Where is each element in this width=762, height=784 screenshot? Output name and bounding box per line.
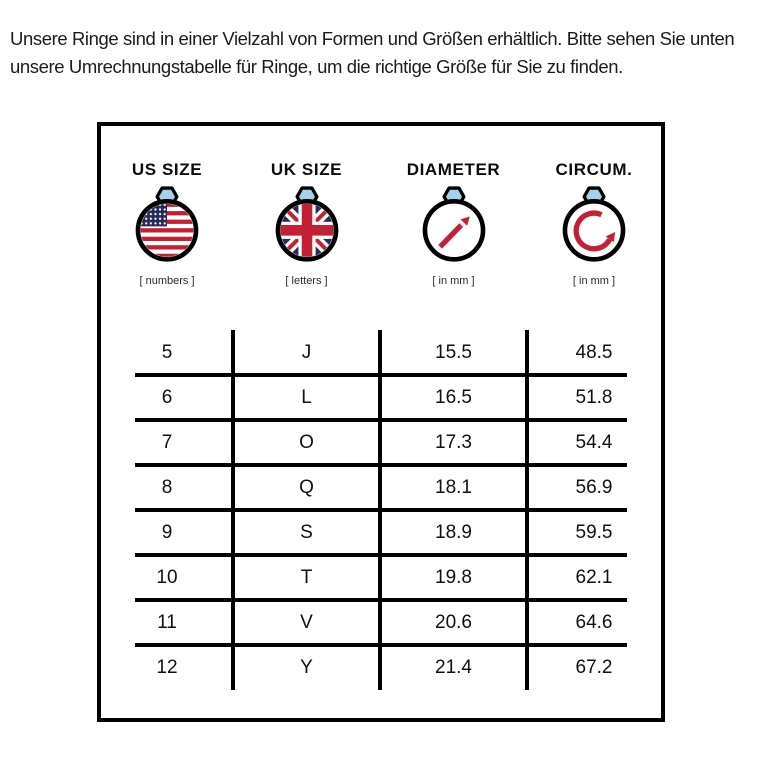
cell-diameter: 20.6 bbox=[435, 611, 472, 633]
cell-us-size: 8 bbox=[161, 476, 173, 498]
cell-us-size: 6 bbox=[161, 386, 173, 408]
cell-us-size: 9 bbox=[161, 521, 173, 543]
cell-uk-size: T bbox=[300, 566, 313, 588]
cell-diameter: 17.3 bbox=[435, 431, 472, 453]
cell-diameter: 18.9 bbox=[435, 521, 472, 543]
cell-diameter: 18.1 bbox=[435, 476, 472, 498]
table-horizontal-divider bbox=[135, 553, 627, 557]
cell-circumference: 59.5 bbox=[575, 521, 613, 543]
table-horizontal-divider bbox=[135, 508, 627, 512]
cell-us-size: 7 bbox=[161, 431, 173, 453]
column-subtitle-us-size: [ numbers ] bbox=[139, 275, 195, 287]
cell-uk-size: V bbox=[300, 611, 313, 633]
cell-us-size: 5 bbox=[161, 341, 173, 363]
cell-diameter: 16.5 bbox=[435, 386, 472, 408]
table-horizontal-divider bbox=[135, 643, 627, 647]
cell-circumference: 56.9 bbox=[575, 476, 613, 498]
circumference-arrow-ring-icon bbox=[561, 186, 627, 268]
table-horizontal-divider bbox=[135, 418, 627, 422]
intro-paragraph: Unsere Ringe sind in einer Vielzahl von Formen und Größen erhältlich. Bitte sehen Sie unten unsere Umrechnungstabelle für Ringe, um die richtige Größe für Sie zu finden. bbox=[10, 27, 735, 77]
table-horizontal-divider bbox=[135, 373, 627, 377]
cell-circumference: 54.4 bbox=[575, 431, 613, 453]
column-subtitle-circumference: [ in mm ] bbox=[572, 275, 616, 287]
cell-uk-size: Y bbox=[300, 656, 313, 678]
column-header-uk-size bbox=[233, 126, 380, 330]
cell-us-size: 11 bbox=[157, 611, 177, 633]
cell-uk-size: L bbox=[301, 386, 312, 408]
cell-circumference: 64.6 bbox=[575, 611, 613, 633]
column-header-diameter bbox=[380, 126, 527, 330]
cell-uk-size: J bbox=[301, 341, 312, 363]
column-subtitle-diameter: [ in mm ] bbox=[432, 275, 475, 287]
table-horizontal-divider bbox=[135, 463, 627, 467]
ring-size-conversion-table bbox=[97, 122, 665, 722]
cell-uk-size: O bbox=[299, 431, 314, 453]
cell-us-size: 10 bbox=[156, 566, 178, 588]
column-label-diameter: DIAMETER bbox=[406, 160, 501, 179]
cell-uk-size: Q bbox=[299, 476, 314, 498]
column-label-uk-size: UK SIZE bbox=[270, 160, 343, 179]
cell-circumference: 51.8 bbox=[575, 386, 613, 408]
table-header-row bbox=[101, 126, 661, 330]
column-label-circumference: CIRCUM. bbox=[555, 160, 633, 179]
cell-circumference: 67.2 bbox=[575, 656, 613, 678]
cell-circumference: 48.5 bbox=[575, 341, 613, 363]
cell-diameter: 19.8 bbox=[435, 566, 472, 588]
us-flag-ring-icon bbox=[134, 186, 200, 268]
column-header-circumference bbox=[527, 126, 661, 330]
cell-uk-size: S bbox=[300, 521, 313, 543]
cell-diameter: 21.4 bbox=[435, 656, 472, 678]
column-header-us-size bbox=[101, 126, 233, 330]
cell-diameter: 15.5 bbox=[435, 341, 472, 363]
cell-us-size: 12 bbox=[156, 656, 178, 678]
cell-circumference: 62.1 bbox=[575, 566, 613, 588]
uk-flag-ring-icon bbox=[274, 186, 340, 268]
diameter-arrow-ring-icon bbox=[421, 186, 487, 268]
column-subtitle-uk-size: [ letters ] bbox=[285, 275, 328, 287]
column-label-us-size: US SIZE bbox=[131, 160, 203, 179]
table-horizontal-divider bbox=[135, 598, 627, 602]
